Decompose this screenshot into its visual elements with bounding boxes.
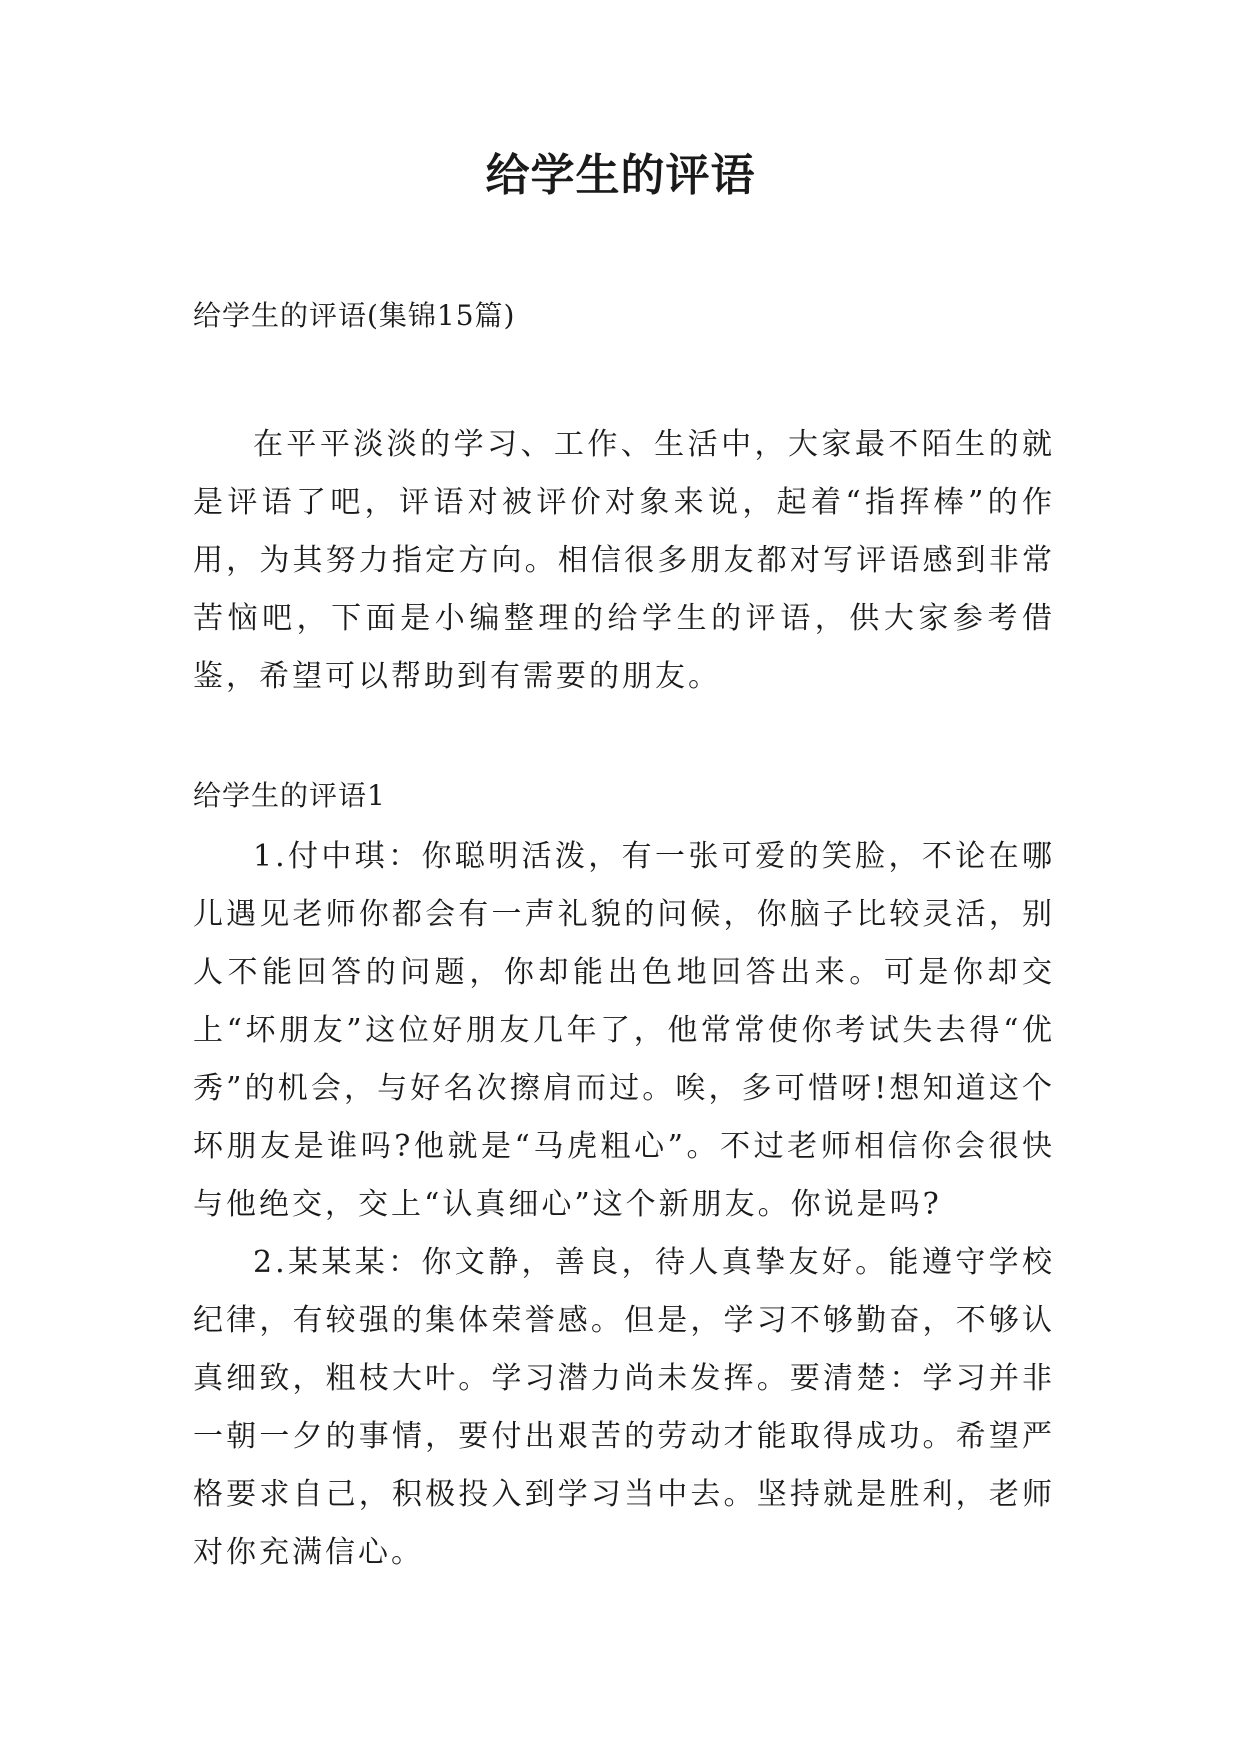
comment-item-1: 1.付中琪：你聪明活泼，有一张可爱的笑脸，不论在哪儿遇见老师你都会有一声礼貌的问候，你脑子比较灵活，别人不能回答的问题，你却能出色地回答出来。可是你却交上“坏朋友”这位好朋友几年了，他常常使你考试失去得“优秀”的机会，与好名次擦肩而过。唉，多可惜呀!想知道这个坏朋友是谁吗?他就是“马虎粗心”。不过老师相信你会很快与他绝交，交上“认真细心”这个新朋友。你说是吗? bbox=[193, 839, 1055, 1222]
document-subtitle: 给学生的评语(集锦15篇) bbox=[193, 299, 516, 332]
document-title: 给学生的评语 bbox=[485, 150, 756, 201]
section-heading: 给学生的评语1 bbox=[193, 779, 386, 812]
comment-item-2: 2.某某某：你文静，善良，待人真挚友好。能遵守学校纪律，有较强的集体荣誉感。但是，学习不够勤奋，不够认真细致，粗枝大叶。学习潜力尚未发挥。要清楚：学习并非一朝一夕的事情，要付出艰苦的劳动才能取得成功。希望严格要求自己，积极投入到学习当中去。坚持就是胜利，老师对你充满信心。 bbox=[193, 1245, 1055, 1570]
intro-paragraph: 在平平淡淡的学习、工作、生活中，大家最不陌生的就是评语了吧，评语对被评价对象来说，起着“指挥棒”的作用，为其努力指定方向。相信很多朋友都对写评语感到非常苦恼吧，下面是小编整理的给学生的评语，供大家参考借鉴，希望可以帮助到有需要的朋友。 bbox=[193, 427, 1055, 694]
section-1 bbox=[193, 776, 1055, 1582]
document-body bbox=[193, 296, 1055, 1582]
